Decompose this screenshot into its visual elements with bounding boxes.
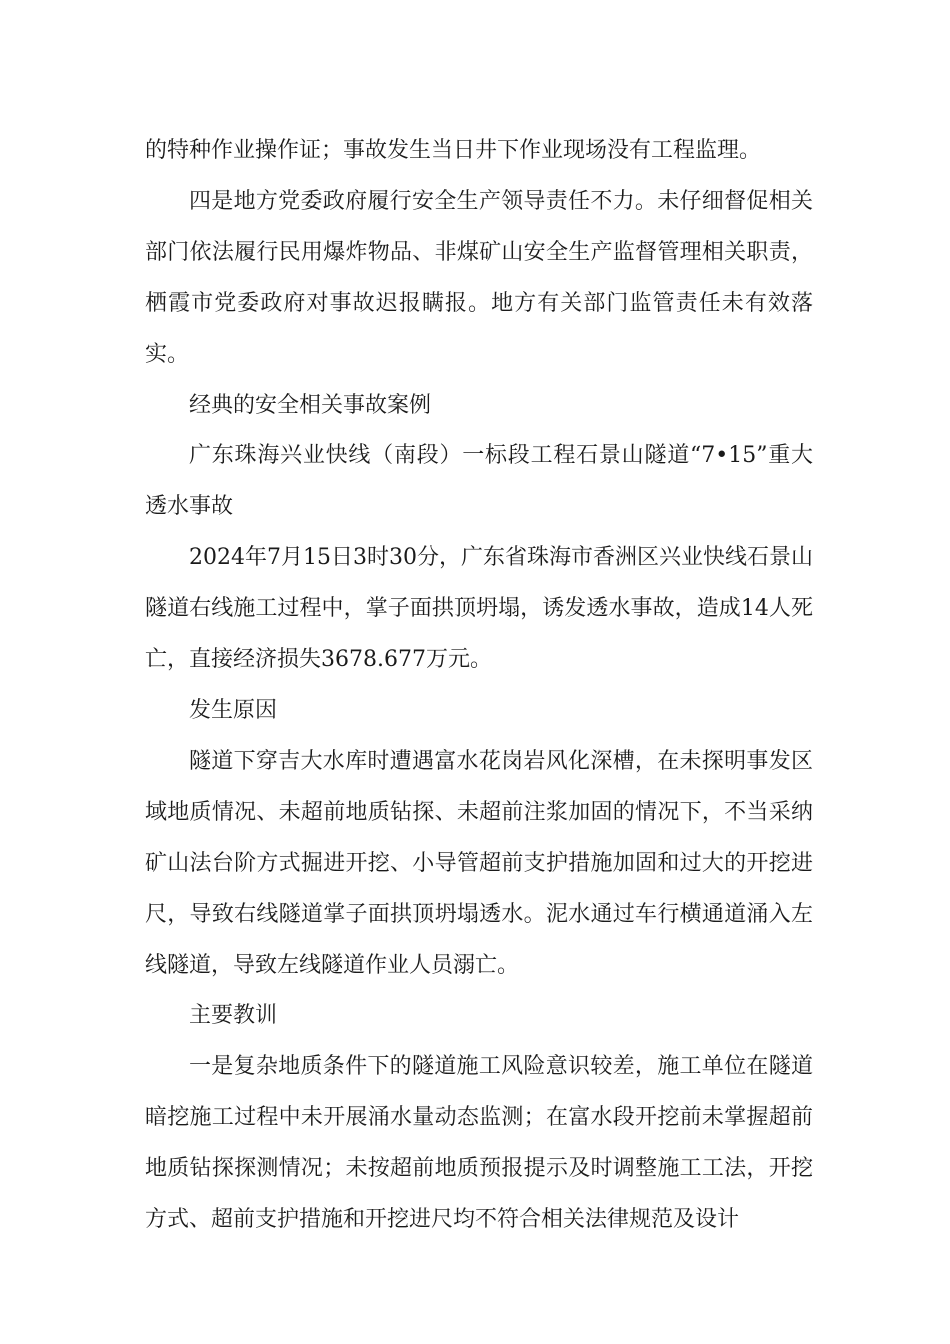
paragraph-continuation: 的特种作业操作证；事故发生当日井下作业现场没有工程监理。 [145,138,762,163]
paragraph-lesson-one: 一是复杂地质条件下的隧道施工风险意识较差，施工单位在隧道暗挖施工过程中未开展涌水量动态监测；在富水段开挖前未掌握超前地质钻探探测情况；未按超前地质预报提示及时调整施工工法，开挖方式、超前支护措施和开挖进尺均不符合相关法律规范及设计 [145,1054,813,1233]
section-heading-causes: 发生原因 [189,697,278,723]
paragraph-accident-summary: 2024年7月15日3时30分，广东省珠海市香洲区兴业快线石景山隧道右线施工过程中，掌子面拱顶坍塌，诱发透水事故，造成14人死亡，直接经济损失3678.677万元。 [145,545,813,673]
paragraph-causes: 隧道下穿吉大水库时遭遇富水花岗岩风化深槽，在未探明事发区域地质情况、未超前地质钻探、未超前注浆加固的情况下，不当采纳矿山法台阶方式掘进开挖、小导管超前支护措施加固和过大的开挖进尺，导致右线隧道掌子面拱顶坍塌透水。泥水通过车行横通道涌入左线隧道，导致左线隧道作业人员溺亡。 [145,748,813,978]
section-heading-lessons: 主要教训 [189,1003,278,1029]
document-body [145,126,813,1246]
case-title: 广东珠海兴业快线（南段）一标段工程石景山隧道“7•15”重大透水事故 [145,443,813,520]
section-heading-classic-cases: 经典的安全相关事故案例 [189,392,432,418]
paragraph-local-government-responsibility: 四是地方党委政府履行安全生产领导责任不力。未仔细督促相关部门依法履行民用爆炸物品、非煤矿山安全生产监督管理相关职责，栖霞市党委政府对事故迟报瞒报。地方有关部门监管责任未有效落实。 [145,188,813,367]
